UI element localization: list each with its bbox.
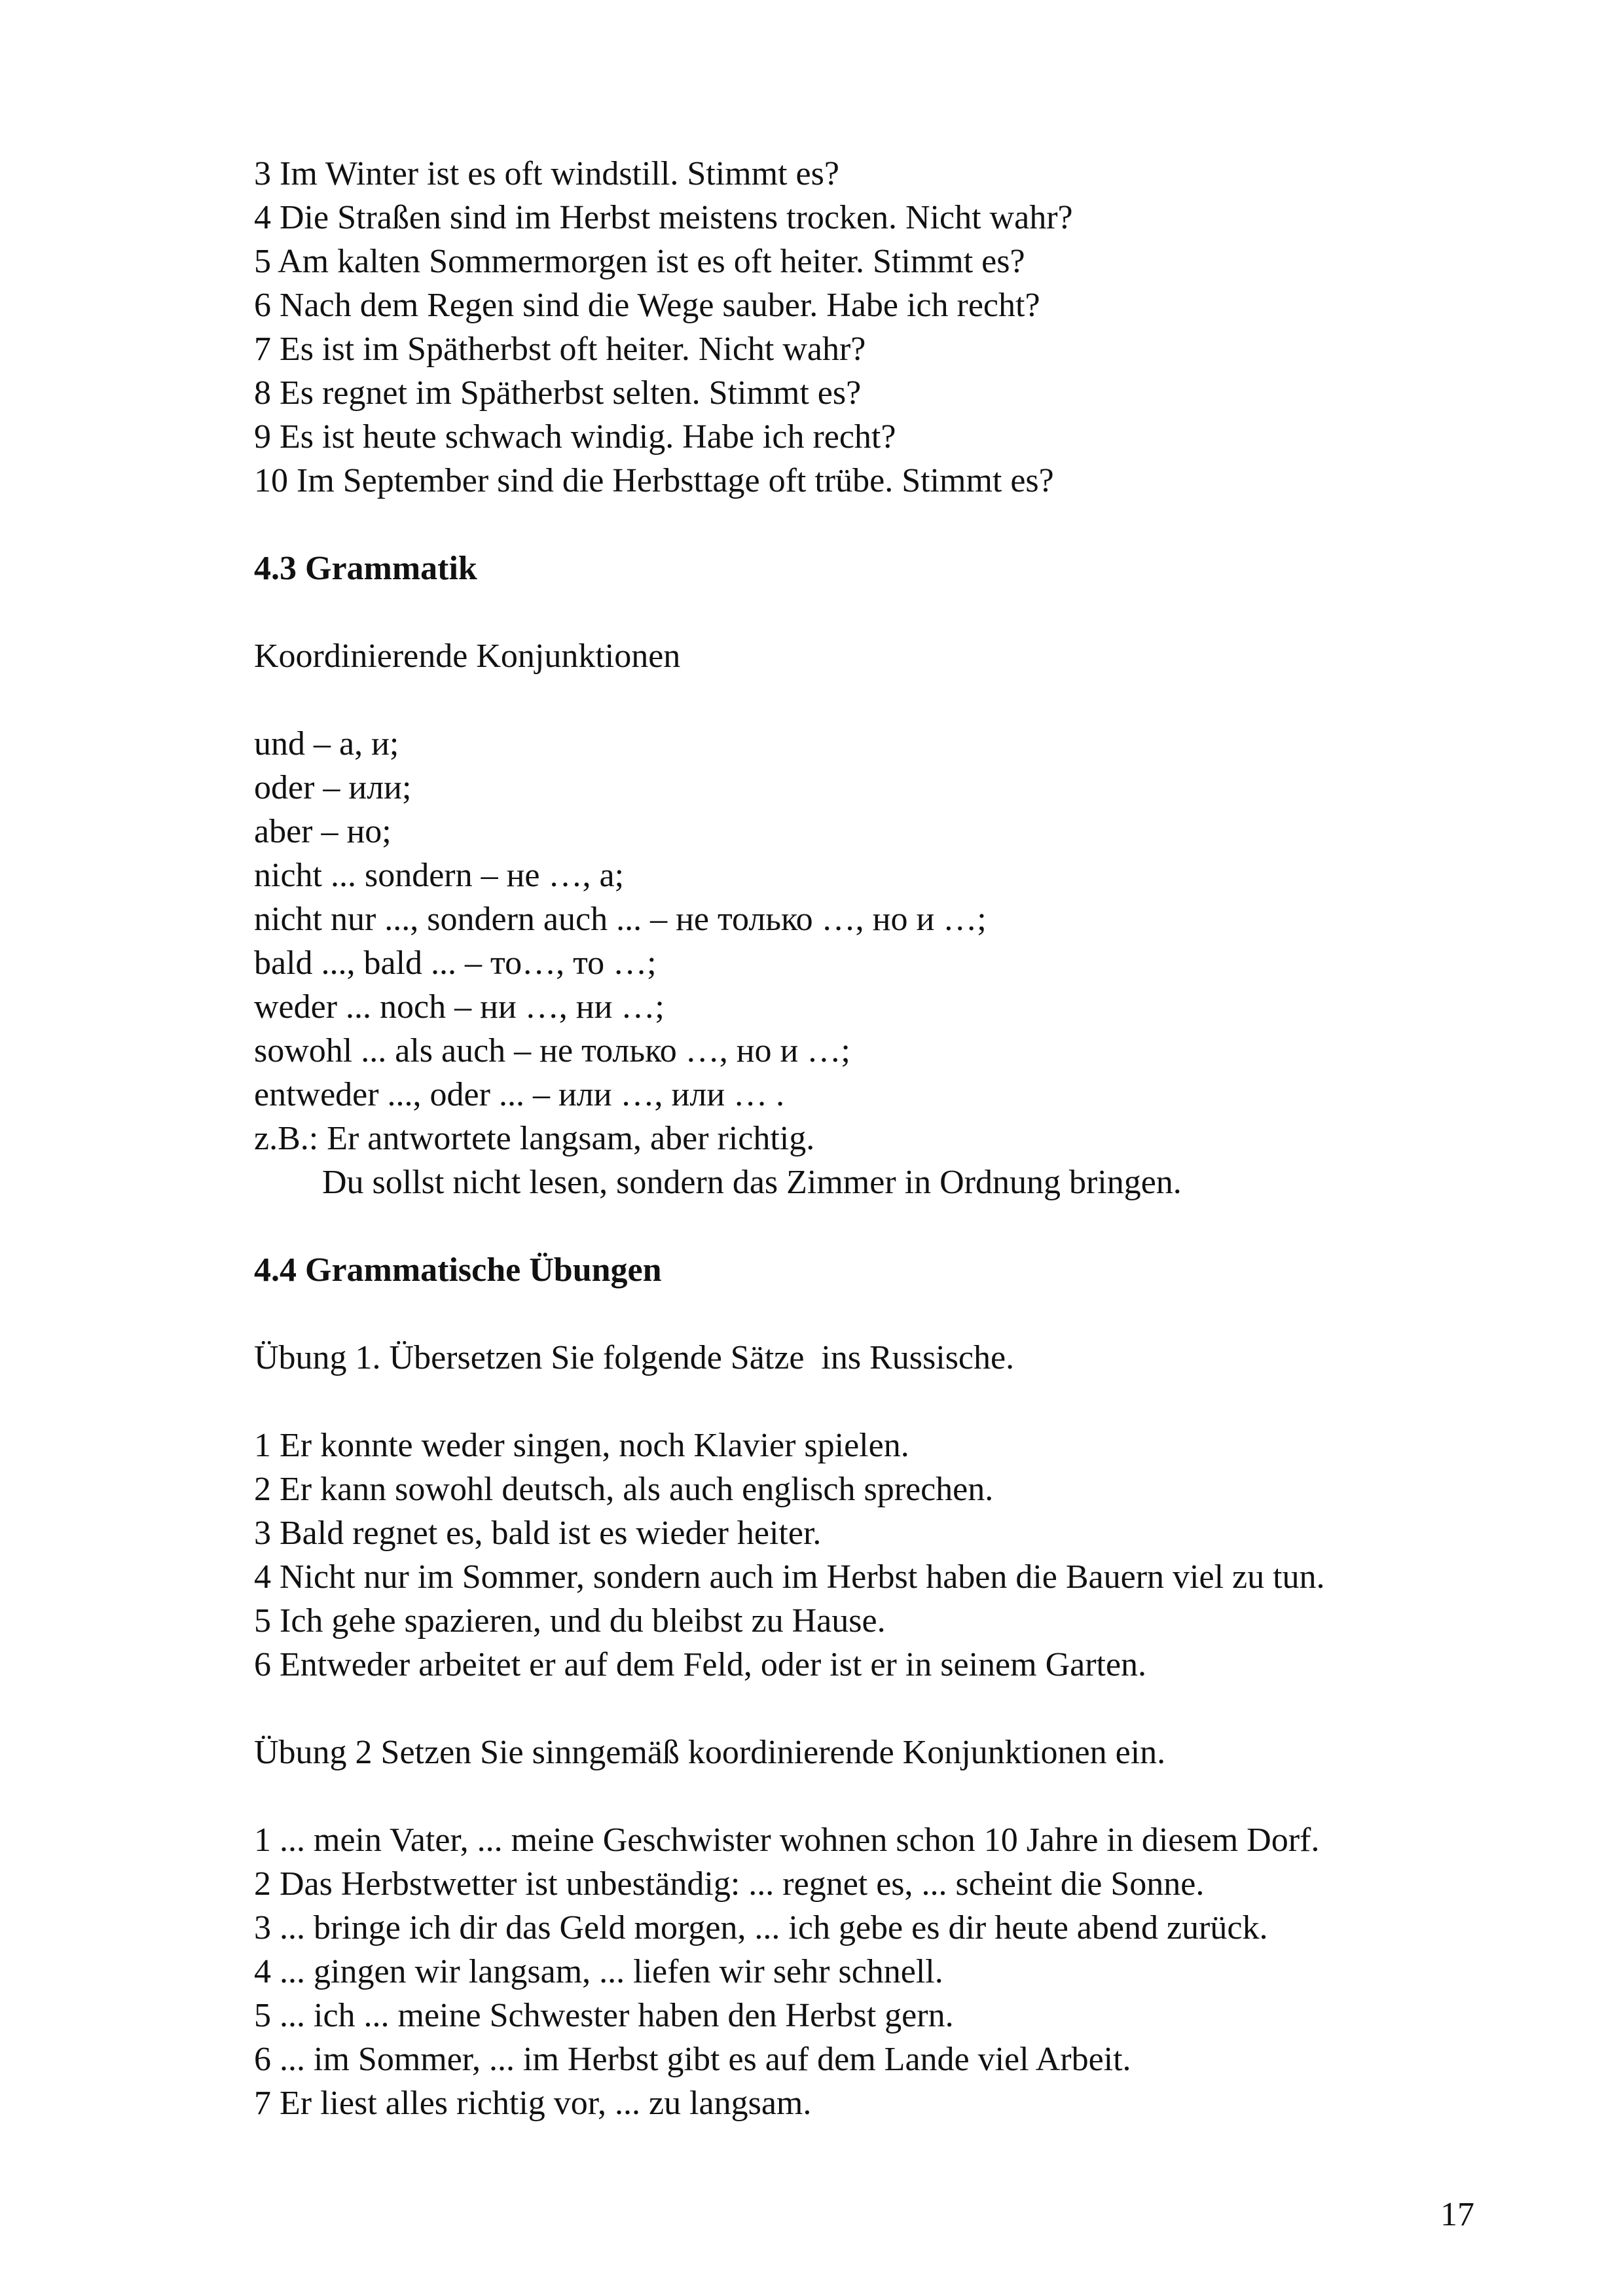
spacer: [254, 1204, 1498, 1248]
exercise-2-list: [254, 1818, 1498, 2125]
page-number: 17: [1440, 2196, 1474, 2233]
conjunctions-list: [254, 722, 1498, 1117]
list-item: 9 Es ist heute schwach windig. Habe ich recht?: [254, 418, 896, 456]
list-item: 5 ... ich ... meine Schwester haben den Herbst gern.: [254, 1997, 954, 2034]
list-item: 7 Es ist im Spätherbst oft heiter. Nicht wahr?: [254, 331, 866, 368]
list-item: sowohl ... als auch – не только …, но и …;: [254, 1032, 850, 1069]
example-sentence: Du sollst nicht lesen, sondern das Zimmer in Ordnung bringen.: [322, 1164, 1182, 1201]
list-item: und – а, и;: [254, 725, 399, 762]
list-item: 6 Entweder arbeitet er auf dem Feld, oder ist er in seinem Garten.: [254, 1646, 1147, 1683]
list-item: 10 Im September sind die Herbsttage oft trübe. Stimmt es?: [254, 462, 1054, 499]
list-item: 5 Ich gehe spazieren, und du bleibst zu Hause.: [254, 1602, 886, 1640]
section-heading-grammar: 4.3 Grammatik: [254, 550, 477, 587]
list-item: 3 Im Winter ist es oft windstill. Stimmt es?: [254, 155, 839, 192]
spacer: [254, 1380, 1498, 1424]
list-item: entweder ..., oder ... – или …, или … .: [254, 1076, 785, 1113]
list-item: 2 Er kann sowohl deutsch, als auch englisch sprechen.: [254, 1471, 994, 1508]
list-item: 7 Er liest alles richtig vor, ... zu langsam.: [254, 2085, 812, 2122]
list-item: nicht ... sondern – не …, а;: [254, 857, 625, 894]
questions-list: [254, 152, 1498, 503]
spacer: [254, 678, 1498, 722]
list-item: 2 Das Herbstwetter ist unbeständig: ... regnet es, ... scheint die Sonne.: [254, 1865, 1205, 1903]
example-sentence: z.B.: Er antwortete langsam, aber richtig.: [254, 1120, 815, 1157]
list-item: 5 Am kalten Sommermorgen ist es oft heiter. Stimmt es?: [254, 243, 1025, 280]
list-item: 6 Nach dem Regen sind die Wege sauber. Habe ich recht?: [254, 287, 1040, 324]
list-item: nicht nur ..., sondern auch ... – не только …, но и …;: [254, 901, 987, 938]
document-page: [254, 152, 1498, 2125]
list-item: aber – но;: [254, 813, 392, 850]
spacer: [254, 503, 1498, 547]
spacer: [254, 1687, 1498, 1731]
exercise-title: Übung 1. Übersetzen Sie folgende Sätze ins Russische.: [254, 1339, 1015, 1376]
list-item: 1 Er konnte weder singen, noch Klavier spielen.: [254, 1427, 909, 1464]
list-item: 4 Nicht nur im Sommer, sondern auch im Herbst haben die Bauern viel zu tun.: [254, 1558, 1325, 1596]
spacer: [254, 1774, 1498, 1818]
list-item: 1 ... mein Vater, ... meine Geschwister wohnen schon 10 Jahre in diesem Dorf.: [254, 1821, 1320, 1859]
spacer: [254, 590, 1498, 634]
section-heading-exercises: 4.4 Grammatische Übungen: [254, 1251, 662, 1289]
list-item: 8 Es regnet im Spätherbst selten. Stimmt es?: [254, 374, 862, 412]
list-item: 4 ... gingen wir langsam, ... liefen wir sehr schnell.: [254, 1953, 943, 1990]
list-item: 3 Bald regnet es, bald ist es wieder heiter.: [254, 1515, 822, 1552]
spacer: [254, 1292, 1498, 1336]
list-item: bald ..., bald ... – то…, то …;: [254, 944, 657, 982]
list-item: 6 ... im Sommer, ... im Herbst gibt es auf dem Lande viel Arbeit.: [254, 2041, 1131, 2078]
list-item: oder – или;: [254, 769, 412, 806]
exercise-1-list: [254, 1424, 1498, 1687]
list-item: weder ... noch – ни …, ни …;: [254, 988, 665, 1026]
section-subtitle: Koordinierende Konjunktionen: [254, 637, 681, 675]
list-item: 3 ... bringe ich dir das Geld morgen, ... ich gebe es dir heute abend zurück.: [254, 1909, 1268, 1946]
list-item: 4 Die Straßen sind im Herbst meistens trocken. Nicht wahr?: [254, 199, 1073, 236]
exercise-title: Übung 2 Setzen Sie sinngemäß koordinierende Konjunktionen ein.: [254, 1734, 1166, 1771]
